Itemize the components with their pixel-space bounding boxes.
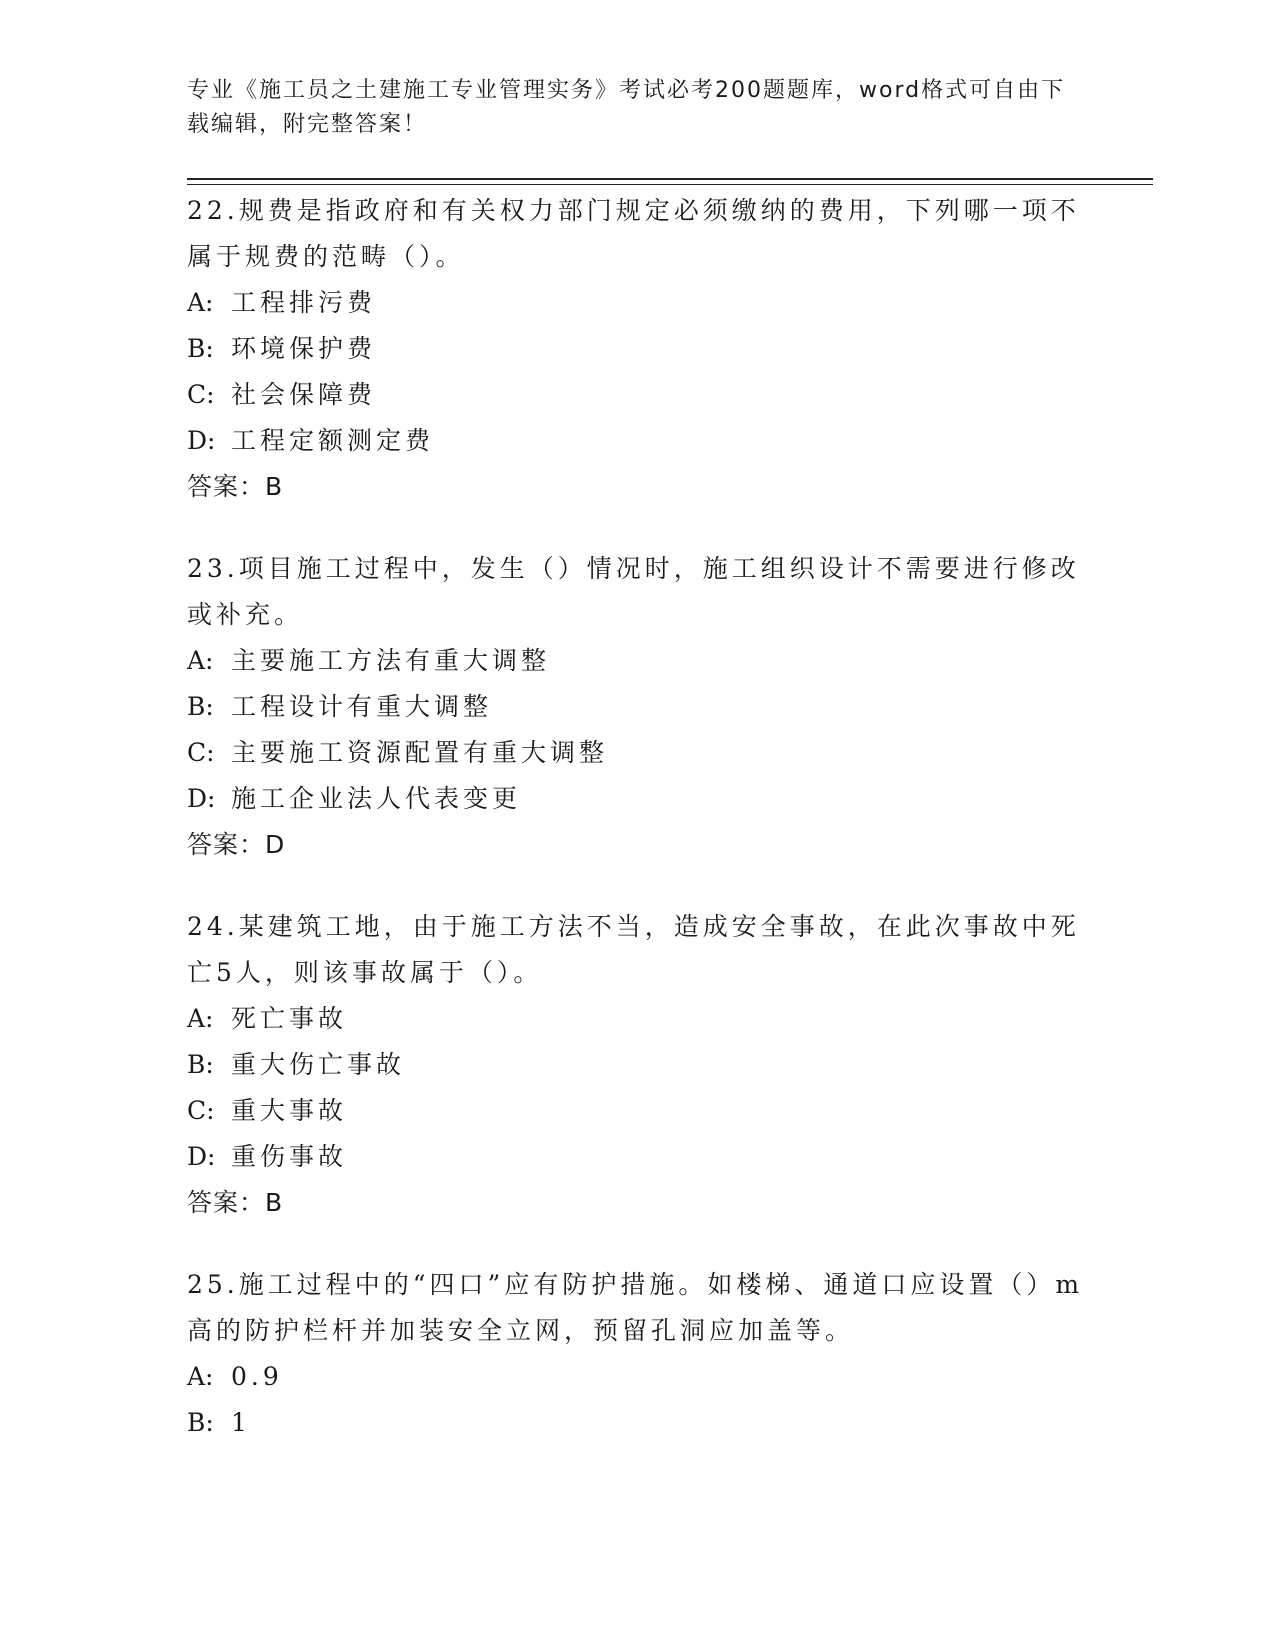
option-a	[187, 638, 1087, 684]
option-text: 施工企业法人代表变更	[231, 784, 522, 813]
option-c	[187, 730, 1087, 776]
option-b	[187, 1042, 1087, 1088]
question-24	[187, 904, 1087, 1226]
option-text: 0.9	[231, 1362, 283, 1391]
option-a	[187, 1354, 1087, 1400]
option-a	[187, 280, 1087, 326]
question-stem: 25.施工过程中的“四口”应有防护措施。如楼梯、通道口应设置（）m高的防护栏杆并加装安全立网，预留孔洞应加盖等。	[187, 1270, 1084, 1345]
option-b	[187, 684, 1087, 730]
option-d	[187, 1134, 1087, 1180]
question-22	[187, 188, 1087, 510]
option-letter: A:	[187, 1362, 214, 1391]
option-d	[187, 776, 1087, 822]
option-c	[187, 372, 1087, 418]
option-b	[187, 1400, 1087, 1446]
option-text: 工程排污费	[231, 288, 377, 317]
answer-line: 答案：D	[187, 830, 286, 859]
option-a	[187, 996, 1087, 1042]
question-stem: 22.规费是指政府和有关权力部门规定必须缴纳的费用，下列哪一项不属于规费的范畴（）。	[187, 196, 1080, 271]
document-header	[187, 74, 1067, 142]
option-letter: B:	[187, 1408, 214, 1437]
header-text: 专业《施工员之土建施工专业管理实务》考试必考200题题库，word格式可自由下载编辑，附完整答案！	[187, 78, 1066, 137]
option-text: 重大事故	[231, 1096, 348, 1125]
option-text: 死亡事故	[231, 1004, 348, 1033]
option-letter: A:	[187, 646, 214, 675]
option-letter: B:	[187, 1050, 214, 1079]
option-text: 重大伤亡事故	[231, 1050, 406, 1079]
option-letter: D:	[187, 426, 216, 455]
option-text: 重伤事故	[231, 1142, 348, 1171]
question-stem: 23.项目施工过程中，发生（）情况时，施工组织设计不需要进行修改或补充。	[187, 554, 1080, 629]
question-list	[187, 188, 1087, 1482]
option-text: 主要施工方法有重大调整	[231, 646, 551, 675]
option-b	[187, 326, 1087, 372]
option-d	[187, 418, 1087, 464]
option-text: 工程定额测定费	[231, 426, 435, 455]
question-25	[187, 1262, 1087, 1446]
option-letter: C:	[187, 1096, 215, 1125]
option-letter: C:	[187, 380, 215, 409]
question-23	[187, 546, 1087, 868]
option-letter: B:	[187, 334, 214, 363]
answer-line: 答案：B	[187, 472, 284, 501]
option-text: 主要施工资源配置有重大调整	[231, 738, 609, 767]
option-letter: A:	[187, 1004, 214, 1033]
header-divider-thin	[187, 184, 1153, 185]
question-stem: 24.某建筑工地，由于施工方法不当，造成安全事故，在此次事故中死亡5人，则该事故属于（）。	[187, 912, 1080, 987]
option-letter: B:	[187, 692, 214, 721]
option-text: 社会保障费	[231, 380, 377, 409]
option-letter: D:	[187, 1142, 216, 1171]
option-letter: C:	[187, 738, 215, 767]
option-c	[187, 1088, 1087, 1134]
option-letter: D:	[187, 784, 216, 813]
header-divider-thick	[187, 178, 1153, 180]
option-text: 工程设计有重大调整	[231, 692, 493, 721]
option-letter: A:	[187, 288, 214, 317]
answer-line: 答案：B	[187, 1188, 284, 1217]
option-text: 1	[231, 1408, 251, 1437]
option-text: 环境保护费	[231, 334, 377, 363]
